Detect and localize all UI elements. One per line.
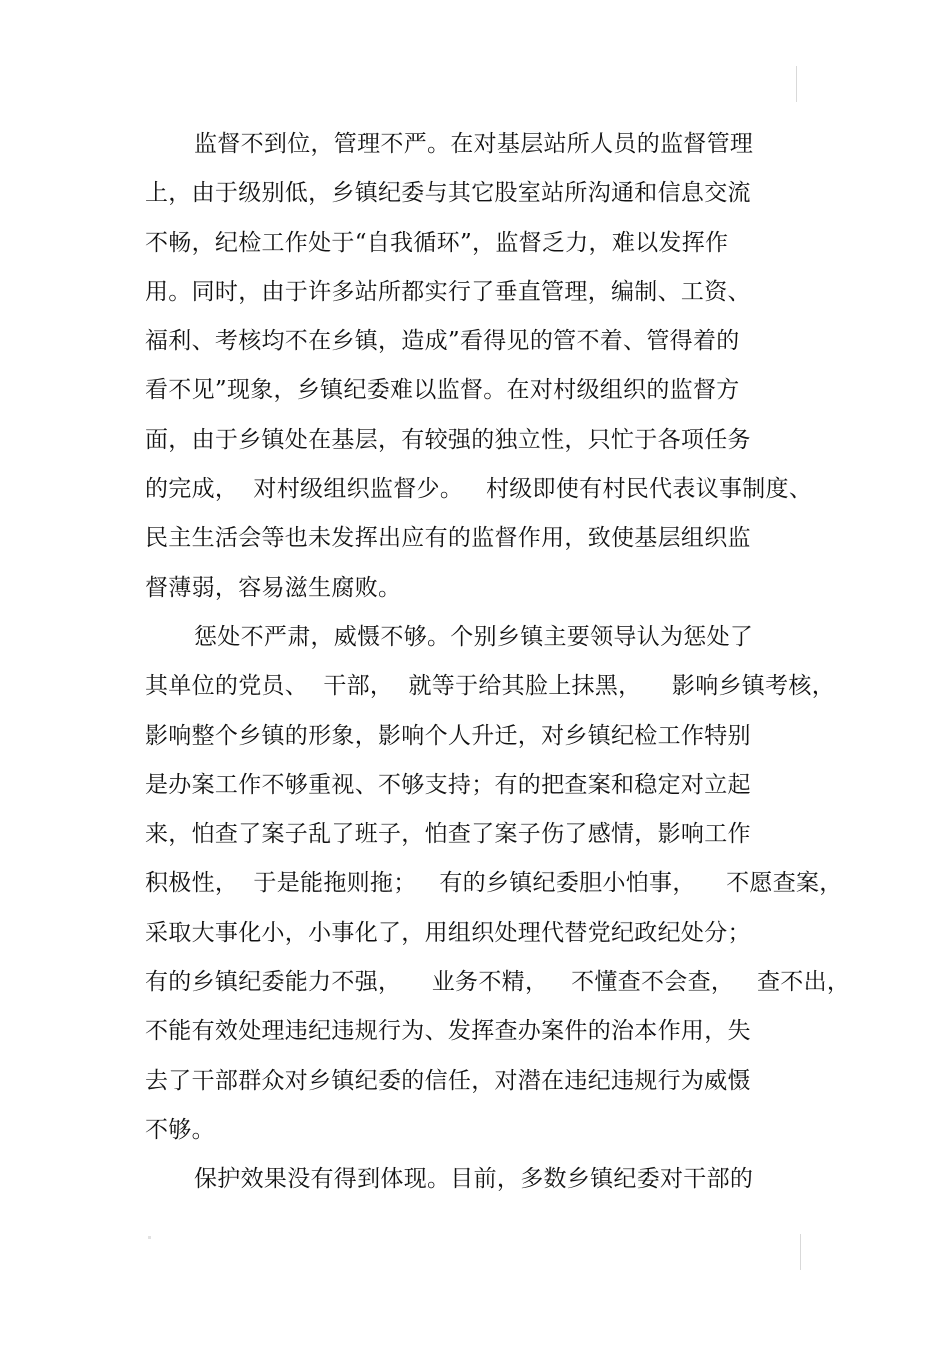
paragraph-2-line-7: 采取大事化小，小事化了，用组织处理代替党纪政纪处分； — [145, 919, 751, 946]
paragraph-2-line-3: 影响整个乡镇的形象，影响个人升迁，对乡镇纪检工作特别 — [145, 722, 751, 749]
paragraph-2-line-5: 来，怕查了案子乱了班子，怕查了案子伤了感情，影响工作 — [145, 821, 751, 848]
paragraph-2-line-6: 积极性， 于是能拖则拖； 有的乡镇纪委胆小怕事， 不愿查案， — [145, 870, 843, 897]
paragraph-2-line-10: 去了干部群众对乡镇纪委的信任，对潜在违纪违规行为威慑 — [145, 1067, 751, 1094]
paragraph-2-line-4: 是办案工作不够重视、不够支持；有的把查案和稳定对立起 — [145, 771, 751, 798]
page-margin-mark-bottom — [800, 1234, 801, 1270]
paragraph-2-line-2: 其单位的党员、 干部， 就等于给其脸上抹黑， 影响乡镇考核， — [145, 673, 835, 700]
paragraph-1-line-1: 监督不到位，管理不严。在对基层站所人员的监督管理 — [194, 131, 754, 157]
paragraph-1-line-8: 的完成， 对村级组织监督少。 村级即使有村民代表议事制度、 — [145, 476, 813, 503]
paragraph-1-line-9: 民主生活会等也未发挥出应有的监督作用，致使基层组织监 — [145, 525, 751, 552]
paragraph-2-line-8: 有的乡镇纪委能力不强， 业务不精， 不懂查不会查， 查不出， — [145, 969, 851, 996]
paragraph-2-line-11: 不够。 — [145, 1116, 215, 1143]
paragraph-1-line-4: 用。同时，由于许多站所都实行了垂直管理，编制、工资、 — [145, 278, 751, 305]
paragraph-2-line-9: 不能有效处理违纪违规行为、发挥查办案件的治本作用，失 — [145, 1018, 751, 1045]
paragraph-2-line-1: 惩处不严肃，威慑不够。个别乡镇主要领导认为惩处了 — [194, 623, 754, 650]
paragraph-1-line-6: 看不见”现象，乡镇纪委难以监督。在对村级组织的监督方 — [145, 377, 740, 404]
paragraph-1-line-3: 不畅，纪检工作处于“自我循环”，监督乏力，难以发挥作 — [145, 229, 729, 256]
body-text — [145, 120, 851, 1205]
paragraph-1-line-7: 面，由于乡镇处在基层，有较强的独立性，只忙于各项任务 — [145, 426, 751, 453]
paragraph-1-line-2: 上，由于级别低，乡镇纪委与其它股室站所沟通和信息交流 — [145, 180, 751, 207]
page-corner-mark — [148, 1236, 151, 1239]
paragraph-3-line-1: 保护效果没有得到体现。目前，多数乡镇纪委对干部的 — [194, 1166, 754, 1193]
paragraph-1-line-5: 福利、考核均不在乡镇，造成”看得见的管不着、管得着的 — [145, 328, 740, 355]
paragraph-1-line-10: 督薄弱，容易滋生腐败。 — [145, 574, 402, 601]
page-margin-mark-top — [796, 66, 797, 102]
